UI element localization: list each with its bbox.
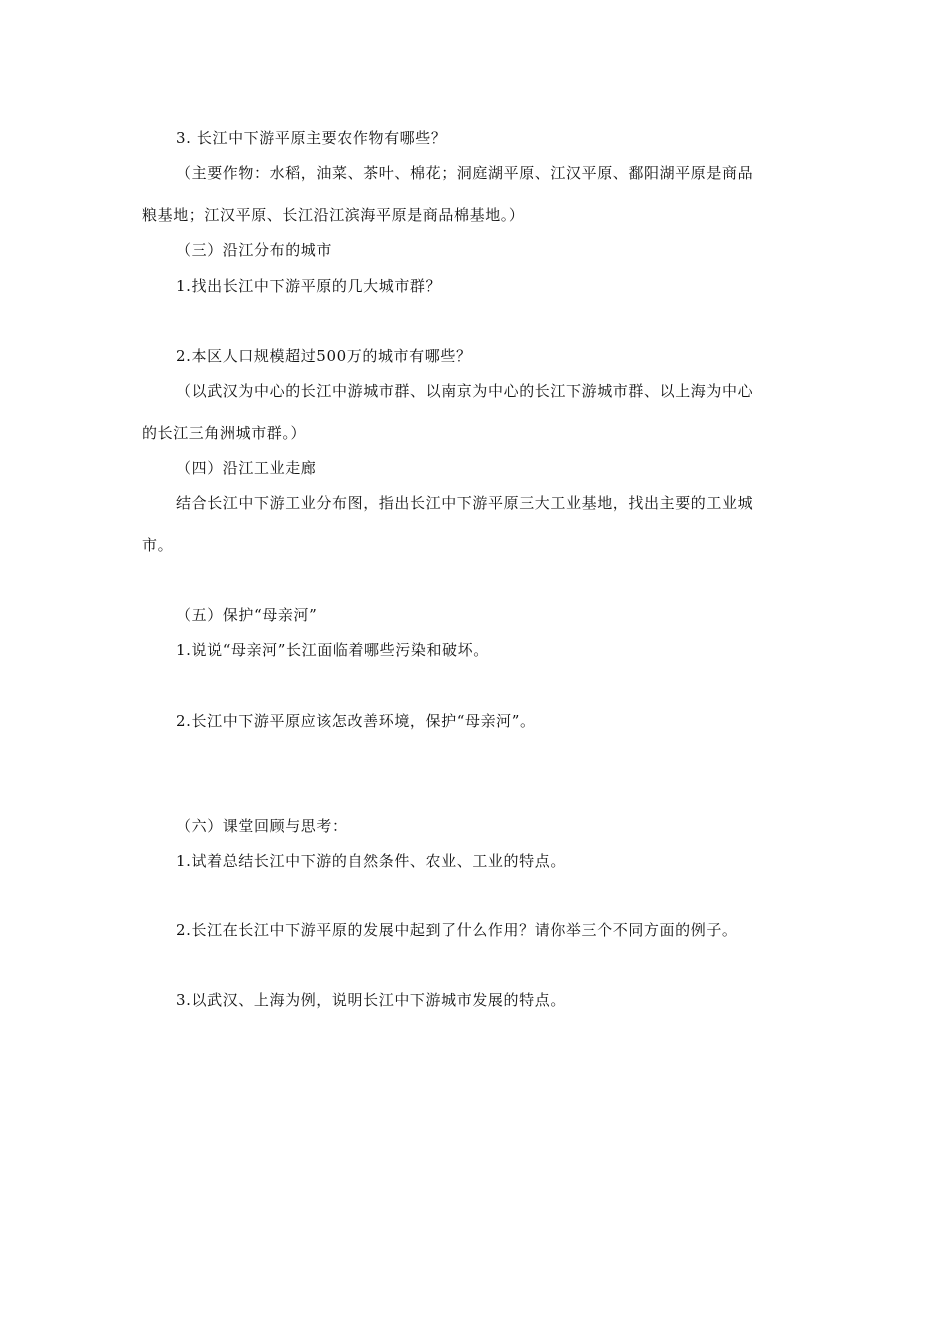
section-3-question-1: 1.找出长江中下游平原的几大城市群？ (176, 277, 442, 295)
section-4-title: （四）沿江工业走廊 (176, 459, 317, 477)
section-4-text-line-2: 市。 (142, 536, 174, 554)
section-6-question-1: 1.试着总结长江中下游的自然条件、农业、工业的特点。 (176, 852, 566, 870)
section-3-title: （三）沿江分布的城市 (176, 241, 333, 259)
section-3-answer-line-1: （以武汉为中心的长江中游城市群、以南京为中心的长江下游城市群、以上海为中心 (176, 382, 754, 400)
section-3-answer-line-2: 的长江三角洲城市群。） (142, 424, 307, 442)
section-6-title: （六）课堂回顾与思考： (176, 817, 348, 835)
section-4-text-line-1: 结合长江中下游工业分布图，指出长江中下游平原三大工业基地，找出主要的工业城 (176, 494, 754, 512)
section-6-question-2: 2.长江在长江中下游平原的发展中起到了什么作用？请你举三个不同方面的例子。 (176, 921, 738, 939)
q3-answer-line-2: 粮基地；江汉平原、长江沿江滨海平原是商品棉基地。） (142, 206, 525, 224)
q3-heading: 3. 长江中下游平原主要农作物有哪些？ (176, 129, 447, 147)
section-5-title: （五）保护“母亲河” (176, 606, 318, 624)
section-5-question-2: 2.长江中下游平原应该怎改善环境，保护“母亲河”。 (176, 712, 536, 730)
section-6-question-3: 3.以武汉、上海为例，说明长江中下游城市发展的特点。 (176, 991, 566, 1009)
q3-answer-line-1: （主要作物：水稻，油菜、茶叶、棉花；洞庭湖平原、江汉平原、鄱阳湖平原是商品 (176, 164, 754, 182)
section-5-question-1: 1.说说“母亲河”长江面临着哪些污染和破坏。 (176, 641, 489, 659)
section-3-question-2: 2.本区人口规模超过500万的城市有哪些？ (176, 347, 472, 365)
